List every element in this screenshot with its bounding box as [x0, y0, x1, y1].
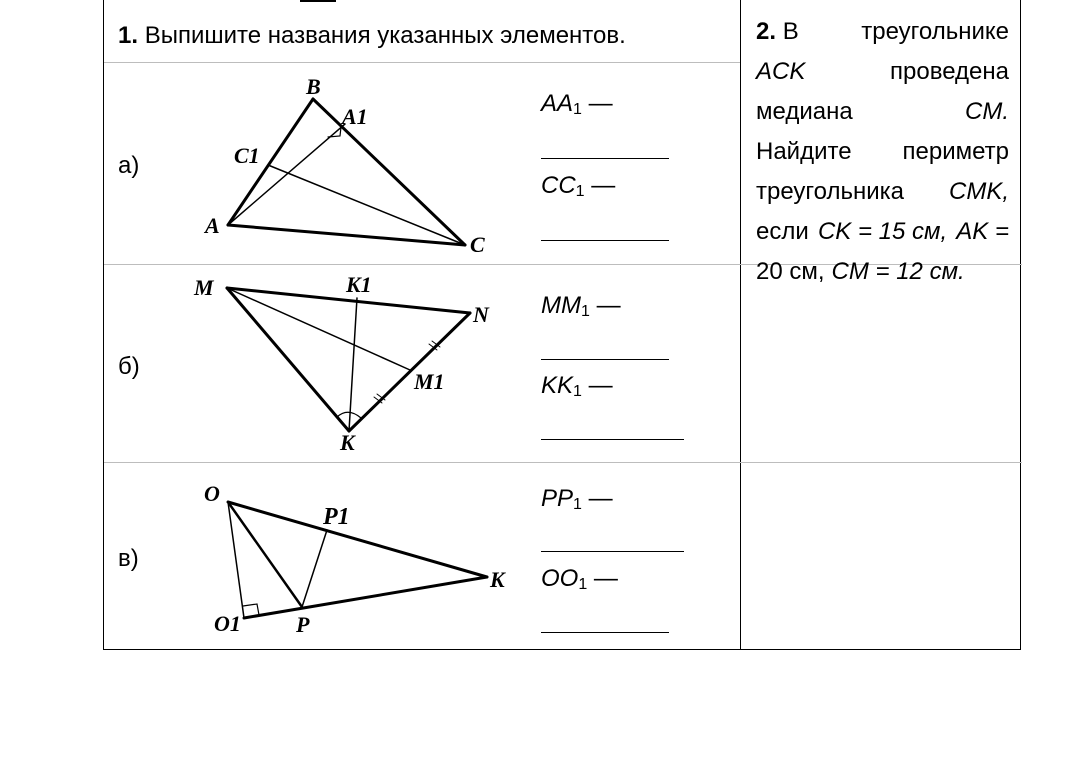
task2-line: ACK проведена	[756, 58, 1009, 85]
point-label-a1: A1	[342, 104, 368, 129]
point-label-p1: P1	[323, 504, 350, 530]
point-label-k: K	[340, 430, 355, 455]
point-label-o1: O1	[214, 611, 241, 636]
task2-line: 20 см, CM = 12 см.	[756, 258, 965, 285]
point-label-m1: M1	[414, 369, 445, 394]
task2-line: Найдите периметр	[756, 138, 1009, 165]
point-label-c1: C1	[234, 143, 260, 168]
task1-text: Выпишите названия указанных элементов.	[144, 22, 626, 49]
answer-cc1: $CC_1$ —	[541, 172, 616, 200]
point-label-a: A	[205, 213, 220, 238]
task2-line: если CK = 15 см, AK =	[756, 218, 1009, 245]
point-label-k1: K1	[346, 272, 372, 297]
point-label-o: O	[204, 481, 220, 506]
row-b-label: б)	[118, 353, 140, 380]
task2-line: медиана CM.	[756, 98, 1009, 125]
answer-mm1: $MM_1$ —	[541, 292, 621, 320]
answer-pp1: $PP_1$ —	[541, 485, 613, 513]
point-label-k: K	[490, 567, 505, 592]
answer-kk1: $KK_1$ —	[541, 372, 613, 400]
task1-number: 1.	[118, 22, 139, 49]
point-label-n: N	[473, 302, 489, 327]
point-label-p: P	[296, 612, 310, 637]
task2-line: 2. В треугольнике	[756, 18, 1009, 45]
answer-oo1: $OO_1$ —	[541, 565, 618, 593]
point-label-c: C	[470, 232, 485, 257]
row-a-label: а)	[118, 152, 140, 179]
answer-aa1: $AA_1$ —	[541, 90, 613, 118]
task2-line: треугольника CMK,	[756, 178, 1009, 205]
point-label-b: B	[306, 74, 321, 99]
point-label-m: M	[194, 275, 214, 300]
row-c-label: в)	[118, 545, 139, 572]
